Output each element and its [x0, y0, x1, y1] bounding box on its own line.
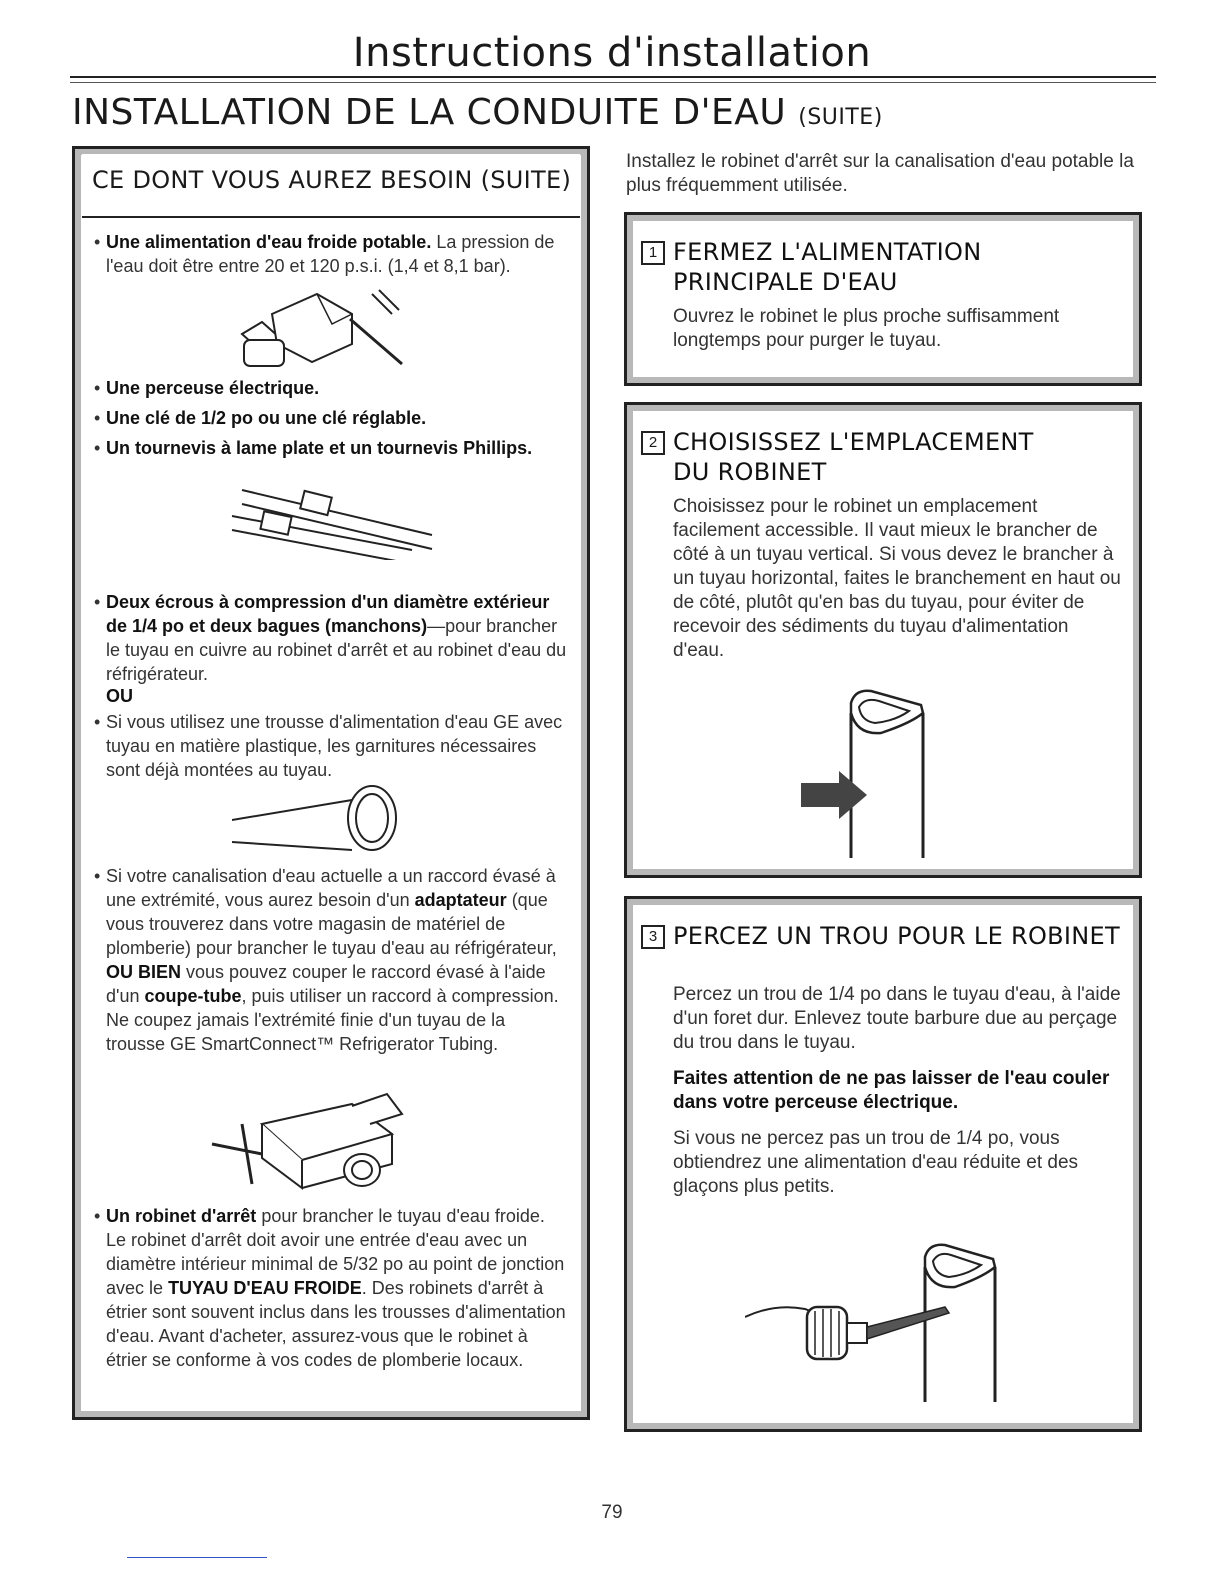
step-3-number: 3 [641, 925, 665, 949]
step-2-box [624, 402, 1142, 878]
step-3-box [624, 896, 1142, 1432]
adapter-bold: adaptateur [414, 890, 507, 910]
header-rule [70, 76, 1156, 83]
list-item-drill: • Une perceuse électrique. [94, 378, 320, 398]
or-label: OU [106, 686, 133, 706]
step-2-title: CHOISISSEZ L'EMPLACEMENT DU ROBINET [673, 428, 1034, 486]
tubing-illustration [222, 480, 442, 560]
or-else-bold: OU BIEN [106, 962, 182, 982]
step-3-title: PERCEZ UN TROU POUR LE ROBINET [673, 922, 1120, 950]
adapter-text-e: vous pouvez couper le raccord évasé à l'aide d'un [106, 962, 546, 1006]
adapter-text-c: (que vous trouverez dans votre magasin de matériel de plomberie) pour brancher le tuyau d'eau au réfrigérateur, [106, 890, 557, 958]
page-title: Instructions d'installation [352, 30, 872, 76]
list-item-wrench: • Une clé de 1/2 po ou une clé réglable. [94, 408, 427, 428]
cold-water-bold: Une alimentation d'eau froide potable. [106, 232, 432, 252]
list-item-screwdrivers: • Un tournevis à lame plate et un tournevis Phillips. [94, 438, 533, 458]
drill-illustration [222, 284, 412, 374]
step-1-box [624, 212, 1142, 386]
needed-items-list [82, 218, 580, 1410]
needed-items-heading-box [82, 154, 580, 218]
step-1-text: Ouvrez le robinet le plus proche suffisamment longtemps pour purger le tuyau. [673, 306, 1060, 351]
wrench-label: Une clé de 1/2 po ou une clé réglable. [106, 408, 427, 428]
needed-items-heading: CE DONT VOUS AUREZ BESOIN (SUITE) [92, 166, 572, 194]
list-item-ge-kit: • Si vous utilisez une trousse d'alimentation d'eau GE avec tuyau en matière plastique, les garnitures nécessaires sont déjà montées au tuyau. [94, 710, 569, 782]
flared-tube-illustration [232, 770, 412, 860]
page-number: 79 [601, 1502, 623, 1523]
step-3-text: Percez un trou de 1/4 po dans le tuyau d'eau, à l'aide d'un foret dur. Enlevez toute barbure due au perçage du trou dans le tuyau. [673, 984, 1121, 1053]
section-title-text: INSTALLATION DE LA CONDUITE D'EAU [72, 92, 787, 133]
list-item-adapter: • Si votre canalisation d'eau actuelle a un raccord évasé à une extrémité, vous aurez besoin d'un adaptateur (que vous trouverez dans votre magasin de matériel de plomberie) pour brancher le tuyau d'eau au réfrigérateur, OU BIEN vous pouvez couper le raccord évasé à l'aide d'un coupe-tube, puis utiliser un raccord à compression. Ne coupez jamais l'extrémité finie d'un tuyau de la trousse GE SmartConnect™ Refrigerator Tubing. [94, 866, 559, 1054]
compression-nuts-bold: Deux écrous à compression d'un diamètre extérieur de 1/4 po et deux bagues (manchons) [106, 592, 550, 636]
shutoff-valve-text-b: pour brancher le tuyau d'eau froide. Le robinet d'arrêt doit avoir une entrée d'eau avec un diamètre intérieur minimal de 5/32 po au point de jonction avec le [106, 1206, 565, 1298]
section-title-suffix: (SUITE) [798, 105, 883, 130]
shutoff-valve-text-d: . Des robinets d'arrêt à étrier sont souvent inclus dans les trousses d'alimentation d'eau. Avant d'acheter, assurez-vous que le robinet à étrier se conforme à vos codes de plomberie locaux. [106, 1278, 566, 1370]
step-2-text: Choisissez pour le robinet un emplacement facilement accessible. Il vaut mieux le brancher de côté à un tuyau vertical. Si vous devez le brancher à un tuyau horizontal, faites le branchement en haut ou de côté, plutôt qu'en bas du tuyau, pour éviter de recevoir des sédiments du tuyau d'alimentation d'eau. [673, 496, 1121, 661]
intro-text: Installez le robinet d'arrêt sur la canalisation d'eau potable la plus fréquemment utilisée. [626, 151, 1134, 196]
list-item-cold-water: • Une alimentation d'eau froide potable. La pression de l'eau doit être entre 20 et 120 p.s.i. (1,4 et 8,1 bar). [94, 232, 555, 276]
ge-kit-text: Si vous utilisez une trousse d'alimentation d'eau GE avec tuyau en matière plastique, les garnitures nécessaires sont déjà montées au tuyau. [106, 712, 563, 780]
step-1-number: 1 [641, 241, 665, 265]
adapter-text-g: , puis utiliser un raccord à compression. Ne coupez jamais l'extrémité finie d'un tuyau de la trousse GE SmartConnect™ Refrigerator Tubing. [106, 986, 559, 1054]
list-item-shutoff-valve: • Un robinet d'arrêt pour brancher le tuyau d'eau froide. Le robinet d'arrêt doit avoir une entrée d'eau avec un diamètre intérieur minimal de 5/32 po au point de jonction avec le TUYAU D'EAU FROIDE. Des robinets d'arrêt à étrier sont souvent inclus dans les trousses d'alimentation d'eau. Avant d'acheter, assurez-vous que le robinet à étrier se conforme à vos codes de plomberie locaux. [94, 1206, 566, 1370]
drilling-pipe-illustration [745, 1237, 1015, 1407]
adapter-text-a: Si votre canalisation d'eau actuelle a un raccord évasé à une extrémité, vous aurez besoin d'un [106, 866, 556, 910]
step-3-warning: Faites attention de ne pas laisser de l'eau couler dans votre perceuse électrique. [673, 1068, 1110, 1113]
step-2-number: 2 [641, 431, 665, 455]
shutoff-valve-bold: Un robinet d'arrêt [106, 1206, 257, 1226]
shutoff-valve-illustration [202, 1084, 422, 1194]
step-1-title: FERMEZ L'ALIMENTATION PRINCIPALE D'EAU [673, 238, 982, 296]
tube-cutter-bold: coupe-tube [144, 986, 242, 1006]
cold-water-text: La pression de l'eau doit être entre 20 et 120 p.s.i. (1,4 et 8,1 bar). [106, 232, 555, 276]
section-title [72, 92, 883, 133]
compression-nuts-text: —pour brancher le tuyau en cuivre au robinet d'arrêt et au robinet d'eau du réfrigérateur. [106, 616, 567, 684]
list-item-compression-nuts: • Deux écrous à compression d'un diamètre extérieur de 1/4 po et deux bagues (manchons)—pour brancher le tuyau en cuivre au robinet d'arrêt et au robinet d'eau du réfrigérateur. [94, 592, 567, 684]
footer-line [127, 1557, 267, 1558]
drill-label: Une perceuse électrique. [106, 378, 320, 398]
vertical-pipe-illustration [791, 683, 931, 863]
cold-water-pipe-bold: TUYAU D'EAU FROIDE [168, 1278, 362, 1298]
step-3-text-2: Si vous ne percez pas un trou de 1/4 po, vous obtiendrez une alimentation d'eau réduite et des glaçons plus petits. [673, 1128, 1079, 1197]
screwdrivers-label: Un tournevis à lame plate et un tournevis Phillips. [106, 438, 533, 458]
